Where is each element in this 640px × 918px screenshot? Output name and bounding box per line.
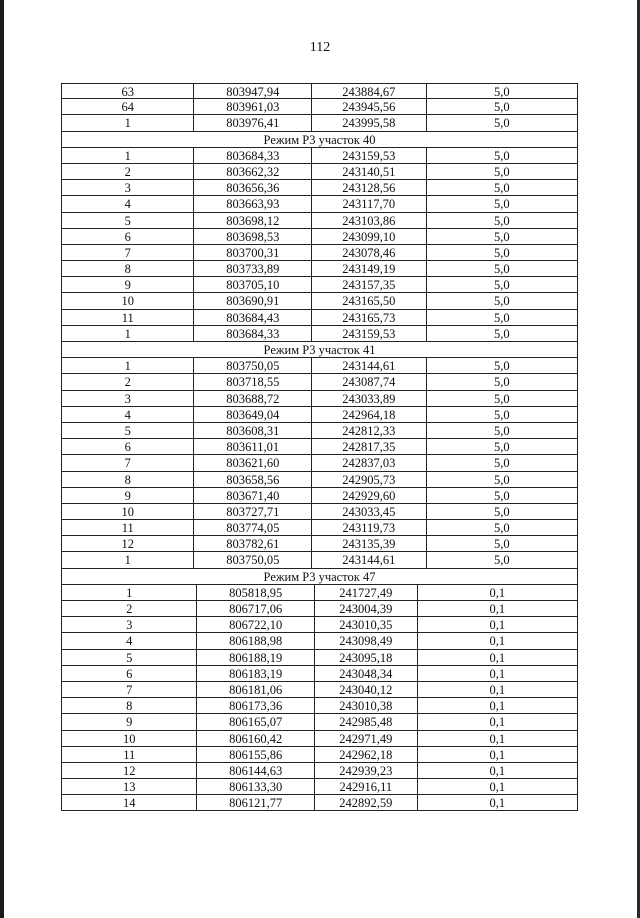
table-row xyxy=(61,617,578,633)
table-row xyxy=(61,164,578,180)
table-row xyxy=(61,585,578,601)
accuracy-cell: 5,0 xyxy=(493,148,510,163)
accuracy-cell: 5,0 xyxy=(493,440,510,455)
x-coordinate-cell: 803733,89 xyxy=(194,261,312,276)
accuracy-cell: 5,0 xyxy=(493,472,510,487)
table-row xyxy=(61,714,578,730)
point-number-cell: 64 xyxy=(62,99,194,114)
coordinates-table xyxy=(61,83,578,811)
accuracy-cell: 0,1 xyxy=(489,763,506,778)
y-coordinate-cell: 243884,67 xyxy=(312,84,427,98)
table-row xyxy=(61,196,578,212)
table-row xyxy=(61,83,578,99)
accuracy-cell: 5,0 xyxy=(493,310,510,325)
accuracy-cell: 5,0 xyxy=(493,553,510,568)
y-coordinate-cell: 242812,33 xyxy=(312,423,427,438)
y-coordinate-cell: 243048,34 xyxy=(315,666,418,681)
accuracy-cell: 5,0 xyxy=(493,537,510,552)
point-number-cell: 3 xyxy=(62,391,194,406)
x-coordinate-cell: 803684,43 xyxy=(194,310,312,325)
y-coordinate-cell: 243033,89 xyxy=(312,391,427,406)
table-row xyxy=(61,245,578,261)
accuracy-cell: 5,0 xyxy=(493,359,510,374)
point-number-cell: 12 xyxy=(62,536,194,551)
y-coordinate-cell: 243103,86 xyxy=(312,213,427,228)
table-row xyxy=(61,536,578,552)
accuracy-cell: 0,1 xyxy=(489,747,506,762)
x-coordinate-cell: 803727,71 xyxy=(194,504,312,519)
x-coordinate-cell: 806165,07 xyxy=(197,714,315,729)
point-number-cell: 9 xyxy=(62,714,197,729)
accuracy-cell: 0,1 xyxy=(489,780,506,795)
x-coordinate-cell: 803700,31 xyxy=(194,245,312,260)
point-number-cell: 11 xyxy=(62,747,197,762)
accuracy-cell: 5,0 xyxy=(493,456,510,471)
y-coordinate-cell: 242929,60 xyxy=(312,488,427,503)
y-coordinate-cell: 242939,23 xyxy=(315,763,418,778)
table-row xyxy=(61,455,578,471)
y-coordinate-cell: 243144,61 xyxy=(312,552,427,567)
x-coordinate-cell: 803705,10 xyxy=(194,277,312,292)
table-row xyxy=(61,148,578,164)
point-number-cell: 13 xyxy=(62,779,197,794)
point-number-cell: 4 xyxy=(62,196,194,211)
x-coordinate-cell: 803976,41 xyxy=(194,115,312,130)
point-number-cell: 10 xyxy=(62,293,194,308)
x-coordinate-cell: 806188,98 xyxy=(197,633,315,648)
table-row xyxy=(61,358,578,374)
x-coordinate-cell: 803774,05 xyxy=(194,520,312,535)
accuracy-cell: 5,0 xyxy=(493,391,510,406)
y-coordinate-cell: 243159,53 xyxy=(312,326,427,341)
x-coordinate-cell: 806160,42 xyxy=(197,731,315,746)
point-number-cell: 8 xyxy=(62,472,194,487)
accuracy-cell: 5,0 xyxy=(493,262,510,277)
section-heading-row xyxy=(61,132,578,148)
x-coordinate-cell: 803750,05 xyxy=(194,552,312,567)
point-number-cell: 2 xyxy=(62,374,194,389)
table-row xyxy=(61,698,578,714)
point-number-cell: 9 xyxy=(62,488,194,503)
x-coordinate-cell: 806144,63 xyxy=(197,763,315,778)
y-coordinate-cell: 243140,51 xyxy=(312,164,427,179)
point-number-cell: 11 xyxy=(62,520,194,535)
table-row xyxy=(61,293,578,309)
point-number-cell: 3 xyxy=(62,617,197,632)
point-number-cell: 11 xyxy=(62,310,194,325)
accuracy-cell: 5,0 xyxy=(493,423,510,438)
x-coordinate-cell: 806722,10 xyxy=(197,617,315,632)
section-heading: Режим Р3 участок 40 xyxy=(263,132,376,147)
y-coordinate-cell: 243165,50 xyxy=(312,293,427,308)
section-heading: Режим Р3 участок 47 xyxy=(263,569,376,584)
y-coordinate-cell: 243078,46 xyxy=(312,245,427,260)
scan-edge-left xyxy=(0,0,4,918)
x-coordinate-cell: 803649,04 xyxy=(194,407,312,422)
y-coordinate-cell: 243159,53 xyxy=(312,148,427,163)
x-coordinate-cell: 805818,95 xyxy=(197,585,315,600)
table-row xyxy=(61,115,578,131)
section-heading-row xyxy=(61,569,578,585)
x-coordinate-cell: 803690,91 xyxy=(194,293,312,308)
x-coordinate-cell: 803684,33 xyxy=(194,148,312,163)
accuracy-cell: 5,0 xyxy=(493,245,510,260)
y-coordinate-cell: 243165,73 xyxy=(312,310,427,325)
x-coordinate-cell: 803611,01 xyxy=(194,439,312,454)
point-number-cell: 63 xyxy=(62,84,194,98)
accuracy-cell: 0,1 xyxy=(489,650,506,665)
y-coordinate-cell: 243144,61 xyxy=(312,358,427,373)
accuracy-cell: 5,0 xyxy=(493,488,510,503)
table-row xyxy=(61,633,578,649)
y-coordinate-cell: 241727,49 xyxy=(315,585,418,600)
point-number-cell: 7 xyxy=(62,682,197,697)
table-row xyxy=(61,99,578,115)
table-row xyxy=(61,261,578,277)
point-number-cell: 1 xyxy=(62,115,194,130)
accuracy-cell: 0,1 xyxy=(489,715,506,730)
y-coordinate-cell: 243128,56 xyxy=(312,180,427,195)
table-row xyxy=(61,277,578,293)
accuracy-cell: 5,0 xyxy=(493,326,510,341)
point-number-cell: 1 xyxy=(62,326,194,341)
accuracy-cell: 0,1 xyxy=(489,602,506,616)
table-row xyxy=(61,795,578,811)
table-row xyxy=(61,552,578,568)
table-row xyxy=(61,310,578,326)
table-row xyxy=(61,374,578,390)
table-row xyxy=(61,423,578,439)
accuracy-cell: 0,1 xyxy=(489,682,506,697)
table-row xyxy=(61,488,578,504)
accuracy-cell: 5,0 xyxy=(493,100,510,115)
y-coordinate-cell: 242964,18 xyxy=(312,407,427,422)
y-coordinate-cell: 243945,56 xyxy=(312,99,427,114)
table-row xyxy=(61,229,578,245)
x-coordinate-cell: 803688,72 xyxy=(194,391,312,406)
accuracy-cell: 0,1 xyxy=(489,699,506,714)
y-coordinate-cell: 243995,58 xyxy=(312,115,427,130)
x-coordinate-cell: 806133,30 xyxy=(197,779,315,794)
point-number-cell: 1 xyxy=(62,585,197,600)
y-coordinate-cell: 242905,73 xyxy=(312,472,427,487)
x-coordinate-cell: 803663,93 xyxy=(194,196,312,211)
table-row xyxy=(61,180,578,196)
table-row xyxy=(61,439,578,455)
page-number: 112 xyxy=(309,40,331,55)
table-row xyxy=(61,472,578,488)
point-number-cell: 6 xyxy=(62,229,194,244)
point-number-cell: 12 xyxy=(62,763,197,778)
accuracy-cell: 0,1 xyxy=(489,796,506,811)
y-coordinate-cell: 243004,39 xyxy=(315,601,418,616)
y-coordinate-cell: 243157,35 xyxy=(312,277,427,292)
accuracy-cell: 0,1 xyxy=(489,666,506,681)
x-coordinate-cell: 803718,55 xyxy=(194,374,312,389)
accuracy-cell: 5,0 xyxy=(493,164,510,179)
table-row xyxy=(61,731,578,747)
y-coordinate-cell: 243117,70 xyxy=(312,196,427,211)
x-coordinate-cell: 803750,05 xyxy=(194,358,312,373)
accuracy-cell: 0,1 xyxy=(489,618,506,633)
table-row xyxy=(61,779,578,795)
point-number-cell: 8 xyxy=(62,261,194,276)
point-number-cell: 6 xyxy=(62,666,197,681)
point-number-cell: 5 xyxy=(62,423,194,438)
accuracy-cell: 5,0 xyxy=(493,116,510,131)
section-heading: Режим Р3 участок 41 xyxy=(263,343,376,357)
y-coordinate-cell: 243149,19 xyxy=(312,261,427,276)
y-coordinate-cell: 242985,48 xyxy=(315,714,418,729)
accuracy-cell: 0,1 xyxy=(489,585,506,600)
x-coordinate-cell: 803947,94 xyxy=(194,84,312,98)
y-coordinate-cell: 243040,12 xyxy=(315,682,418,697)
point-number-cell: 1 xyxy=(62,358,194,373)
y-coordinate-cell: 243010,38 xyxy=(315,698,418,713)
y-coordinate-cell: 242971,49 xyxy=(315,731,418,746)
accuracy-cell: 5,0 xyxy=(493,521,510,536)
table-row xyxy=(61,326,578,342)
y-coordinate-cell: 242916,11 xyxy=(315,779,418,794)
x-coordinate-cell: 806188,19 xyxy=(197,650,315,665)
y-coordinate-cell: 242892,59 xyxy=(315,795,418,810)
point-number-cell: 10 xyxy=(62,731,197,746)
y-coordinate-cell: 243010,35 xyxy=(315,617,418,632)
y-coordinate-cell: 243099,10 xyxy=(312,229,427,244)
x-coordinate-cell: 806121,77 xyxy=(197,795,315,810)
x-coordinate-cell: 803656,36 xyxy=(194,180,312,195)
x-coordinate-cell: 806183,19 xyxy=(197,666,315,681)
accuracy-cell: 5,0 xyxy=(493,375,510,390)
y-coordinate-cell: 243135,39 xyxy=(312,536,427,551)
x-coordinate-cell: 803671,40 xyxy=(194,488,312,503)
section-heading-row xyxy=(61,342,578,358)
table-row xyxy=(61,213,578,229)
y-coordinate-cell: 243119,73 xyxy=(312,520,427,535)
accuracy-cell: 5,0 xyxy=(493,213,510,228)
table-row xyxy=(61,601,578,617)
y-coordinate-cell: 242962,18 xyxy=(315,747,418,762)
x-coordinate-cell: 806181,06 xyxy=(197,682,315,697)
x-coordinate-cell: 803621,60 xyxy=(194,455,312,470)
x-coordinate-cell: 803658,56 xyxy=(194,472,312,487)
x-coordinate-cell: 803782,61 xyxy=(194,536,312,551)
accuracy-cell: 0,1 xyxy=(489,634,506,649)
table-row xyxy=(61,747,578,763)
point-number-cell: 2 xyxy=(62,164,194,179)
y-coordinate-cell: 243098,49 xyxy=(315,633,418,648)
accuracy-cell: 5,0 xyxy=(493,85,510,99)
table-row xyxy=(61,666,578,682)
table-row xyxy=(61,650,578,666)
table-row xyxy=(61,407,578,423)
y-coordinate-cell: 243095,18 xyxy=(315,650,418,665)
point-number-cell: 3 xyxy=(62,180,194,195)
table-row xyxy=(61,504,578,520)
table-row xyxy=(61,763,578,779)
accuracy-cell: 5,0 xyxy=(493,181,510,196)
accuracy-cell: 5,0 xyxy=(493,294,510,309)
point-number-cell: 5 xyxy=(62,650,197,665)
point-number-cell: 6 xyxy=(62,439,194,454)
accuracy-cell: 5,0 xyxy=(493,504,510,519)
table-row xyxy=(61,520,578,536)
accuracy-cell: 5,0 xyxy=(493,407,510,422)
table-row xyxy=(61,391,578,407)
accuracy-cell: 0,1 xyxy=(489,731,506,746)
x-coordinate-cell: 803662,32 xyxy=(194,164,312,179)
x-coordinate-cell: 806173,36 xyxy=(197,698,315,713)
x-coordinate-cell: 806717,06 xyxy=(197,601,315,616)
accuracy-cell: 5,0 xyxy=(493,278,510,293)
point-number-cell: 14 xyxy=(62,795,197,810)
point-number-cell: 7 xyxy=(62,455,194,470)
point-number-cell: 8 xyxy=(62,698,197,713)
x-coordinate-cell: 803961,03 xyxy=(194,99,312,114)
x-coordinate-cell: 803684,33 xyxy=(194,326,312,341)
table-row xyxy=(61,682,578,698)
accuracy-cell: 5,0 xyxy=(493,229,510,244)
x-coordinate-cell: 806155,86 xyxy=(197,747,315,762)
y-coordinate-cell: 243087,74 xyxy=(312,374,427,389)
point-number-cell: 7 xyxy=(62,245,194,260)
point-number-cell: 1 xyxy=(62,552,194,567)
y-coordinate-cell: 242817,35 xyxy=(312,439,427,454)
point-number-cell: 5 xyxy=(62,213,194,228)
point-number-cell: 10 xyxy=(62,504,194,519)
point-number-cell: 9 xyxy=(62,277,194,292)
y-coordinate-cell: 243033,45 xyxy=(312,504,427,519)
y-coordinate-cell: 242837,03 xyxy=(312,455,427,470)
point-number-cell: 1 xyxy=(62,148,194,163)
x-coordinate-cell: 803698,12 xyxy=(194,213,312,228)
x-coordinate-cell: 803698,53 xyxy=(194,229,312,244)
point-number-cell: 4 xyxy=(62,407,194,422)
point-number-cell: 4 xyxy=(62,633,197,648)
point-number-cell: 2 xyxy=(62,601,197,616)
x-coordinate-cell: 803608,31 xyxy=(194,423,312,438)
accuracy-cell: 5,0 xyxy=(493,197,510,212)
